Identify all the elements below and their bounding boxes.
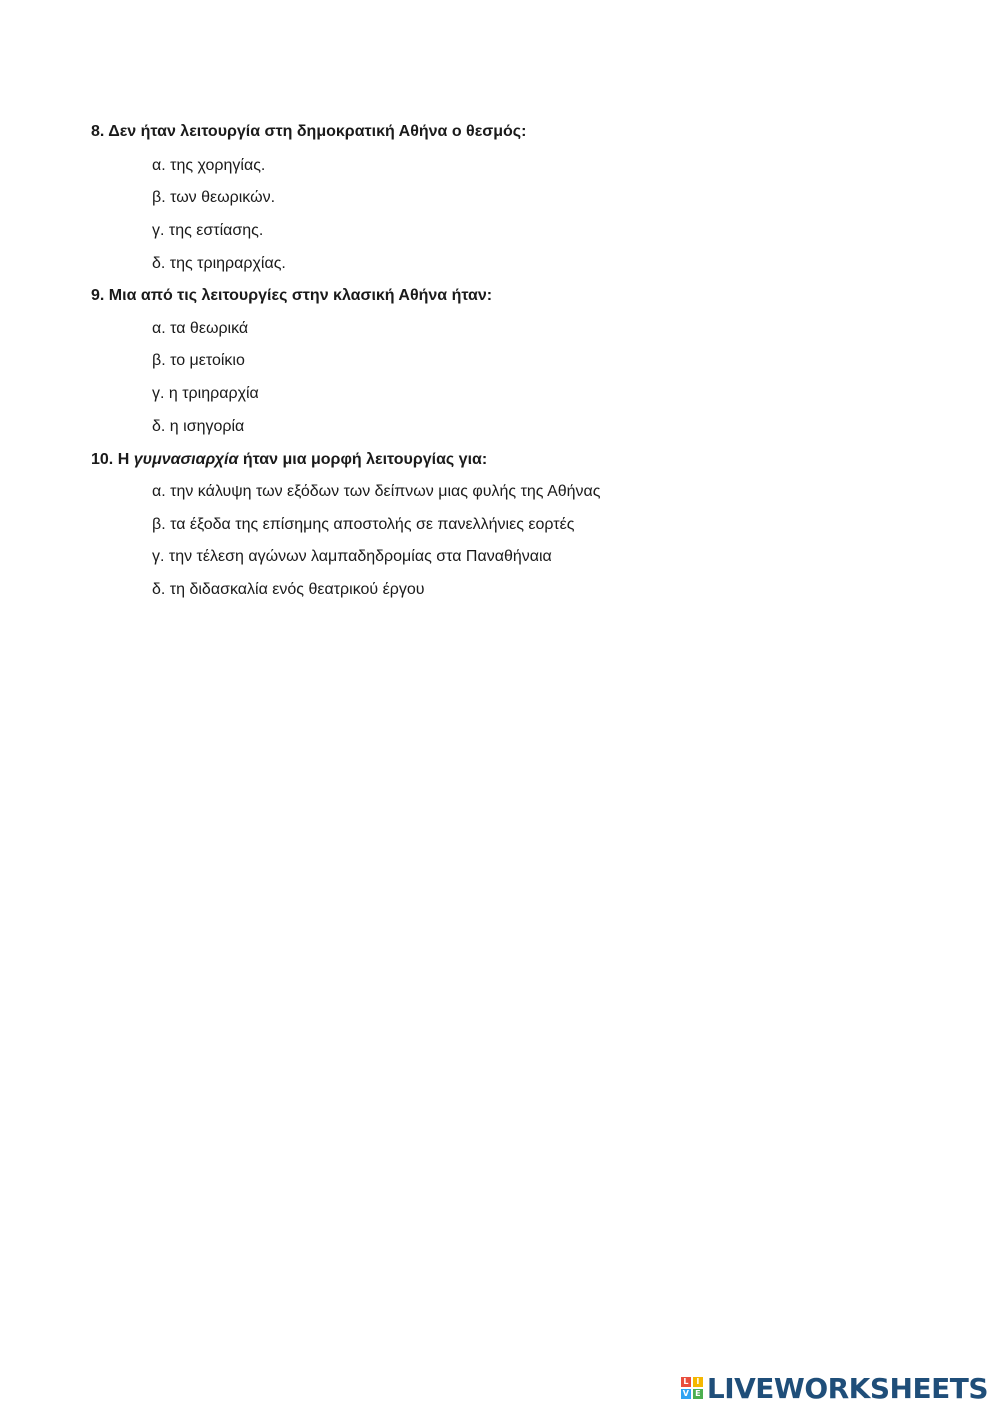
question-10 — [91, 450, 487, 470]
logo-mark-letter: V — [682, 1389, 689, 1398]
question-8-option-b: β. των θεωρικών. — [152, 189, 276, 206]
question-9-option-a: α. τα θεωρικά — [152, 320, 249, 337]
question-text-italic: γυμνασιαρχία — [133, 451, 239, 468]
liveworksheets-logo — [681, 1370, 988, 1406]
question-10-option-d: δ. τη διδασκαλία ενός θεατρικού έργου — [152, 581, 425, 598]
logo-text: LIVEWORKSHEETS — [706, 1371, 988, 1405]
question-text: Δεν ήταν λειτουργία στη δημοκρατική Αθήνα ο θεσμός: — [108, 123, 527, 140]
logo-mark-icon — [681, 1377, 703, 1399]
question-10-option-a: α. την κάλυψη των εξόδων των δείπνων μιας φυλής της Αθήνας — [152, 483, 601, 500]
question-text: Μια από τις λειτουργίες στην κλασική Αθήνα ήταν: — [108, 287, 493, 304]
question-number: 8. — [91, 123, 105, 140]
question-8-option-d: δ. της τριηραρχίας. — [152, 255, 286, 272]
logo-mark-letter: I — [693, 1377, 703, 1387]
logo-mark-letter: E — [693, 1389, 703, 1399]
question-number: 9. — [91, 287, 105, 304]
question-text-suffix: ήταν μια μορφή λειτουργίας για: — [238, 451, 488, 468]
question-10-option-b: β. τα έξοδα της επίσημης αποστολής σε πανελλήνιες εορτές — [152, 516, 575, 533]
question-9 — [91, 286, 492, 306]
question-9-option-d: δ. η ισηγορία — [152, 418, 245, 435]
question-8 — [91, 122, 526, 142]
question-text-prefix: Η — [117, 451, 134, 468]
question-8-option-c: γ. της εστίασης. — [152, 222, 264, 239]
question-9-option-b: β. το μετοίκιο — [152, 352, 245, 369]
question-9-option-c: γ. η τριηραρχία — [152, 385, 259, 402]
question-number: 10. — [91, 451, 114, 468]
question-8-option-a: α. της χορηγίας. — [152, 157, 266, 174]
question-10-option-c: γ. την τέλεση αγώνων λαμπαδηδρομίας στα Παναθήναια — [152, 548, 552, 565]
logo-mark-letter: L — [681, 1377, 691, 1387]
